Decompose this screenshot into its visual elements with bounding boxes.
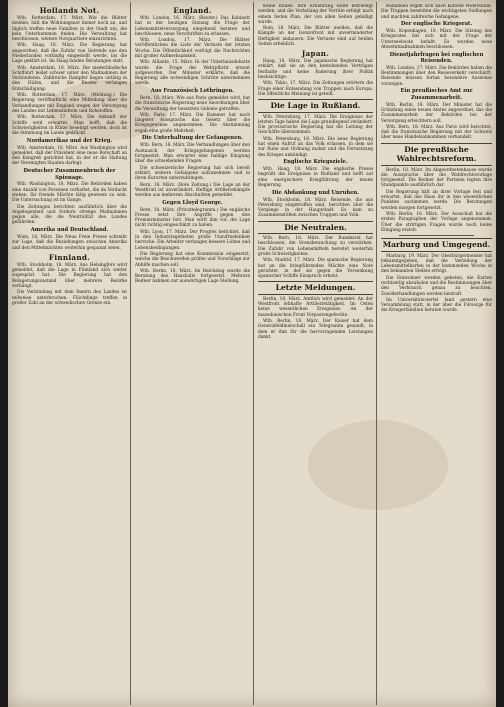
article-paragraph: Die Einwohner werden gebeten, die Karten rechtzeitig abzuholen und die Bestimmungen über den Verbrauch genau zu beachten. Zuwiderhandlungen werden bestraft. [381, 275, 492, 297]
article-paragraph: Wtb. Washington, 18. März. Die Behörden haben eine Anzahl von Personen verhaftet, die im Verdacht stehen, für fremde Mächte tätig gewesen zu sein. Die Untersuchung ist im Gange. [12, 182, 127, 204]
article-paragraph: Wtb. Berlin, 18. März. Der Minister hat die Gründung eines neuen Amtes angeordnet, das die Zusammenarbeit der Behörden bei der Versorgung erleichtern soll. [381, 102, 492, 124]
article-paragraph: Wtb. Bern, 18. März. Die Verhandlungen über den Austausch der Kriegsgefangenen werden fortgesetzt. Man erwartet eine baldige Einigung über die schwebenden Fragen. [135, 143, 250, 165]
article-paragraph: Wtb. London, 17. März. Die Blätter veröffentlichen die Liste der Verluste der letzten Woche. Die Öffentlichkeit verfolgt die Nachrichten mit großer Aufmerksamkeit. [135, 38, 250, 59]
major-heading: Letzte Meldungen. [258, 281, 373, 295]
article-paragraph: Die Regierung hält an ihrer Vorlage fest und erwartet, daß das Haus ihr in den wesentlichen Punkten zustimmen werde. Die Beratungen werden morgen fortgesetzt. [381, 189, 492, 211]
article-paragraph: Wtb. Berlin, 18. März. Im Reichstag wurde die Beratung des Haushalts fortgesetzt. Mehrere Redner nahmen zur auswärtigen Lage Stellung. [135, 268, 250, 285]
column-1 [12, 4, 127, 704]
major-heading: Die Lage in Rußland. [258, 99, 373, 113]
article-paragraph: Wtb. Amsterdam, 18. März. Aus Washington wird gemeldet, daß der Präsident eine neue Botschaft an den Kongreß gerichtet hat, in der er die Haltung der Vereinigten Staaten darlegt. [12, 145, 127, 167]
sub-heading: Aus Französisch Lothringen. [150, 88, 235, 95]
article-paragraph: Wtb. Stockholm, 18. März. Reisende, die aus Petersburg eingetroffen sind, berichten über die Vorgänge in der Hauptstadt. Es kam zu Zusammenstößen zwischen Truppen und Volk. [258, 197, 373, 219]
article-paragraph: Rom, 18. März. Die Blätter melden, daß die Kämpfe an der Isonzofront mit unverminderter Heftigkeit andauern. Die Verluste sind auf beiden Seiten erheblich. [258, 26, 373, 47]
article-paragraph: Rumänien ergibt sich nach kurzem Widerstand. Die Truppen besetzten die wichtigsten Stellungen und machten zahlreiche Gefangene. [381, 4, 492, 20]
sub-heading: Dienstjahrfragen bei englischen Reisenden. [389, 51, 484, 65]
article-paragraph: Wtb. Stockholm, 18. März. Aus Helsingfors wird gemeldet, daß die Lage in Finnland sich weiter zugespitzt hat. Die Regierung hat den Belagerungszustand über mehrere Bezirke verhängt. [12, 262, 127, 289]
article-paragraph: Die schweizerische Regierung hat sich bereit erklärt, weitere Gefangene aufzunehmen und in ihren Kurorten unterzubringen. [135, 165, 250, 182]
newspaper-page [8, 0, 496, 707]
article-paragraph: Berlin, 18. März. Amtlich wird gemeldet: An der Westfront lebhafte Artillerietätigkeit. Im Osten keine wesentlichen Ereignisse. An der mazedonischen Front Vorpostengefechte. [258, 296, 373, 318]
section-heading: England. [173, 6, 212, 15]
sub-heading: Deutscher Zusammenbruch der Spionage. [23, 168, 116, 181]
article-paragraph: Wtb. Bern, 18. März. Der Bundesrat hat beschlossen, die Grenzbewachung zu verstärken. Die Zufuhr von Lebensmitteln bereitet weiterhin große Schwierigkeiten. [258, 236, 373, 257]
article-paragraph: Wtb. Berlin, 18. März. Der Ausschuß hat die ersten Paragraphen der Vorlage angenommen. Über die strittigen Fragen wurde noch keine Einigung erzielt. [381, 212, 492, 233]
column-rule [130, 2, 131, 705]
article-paragraph: Keine Italien. Ihre Ernährung sollte befriedigt werden, und die Verteilung der Vorräte erfolgt nach einem festen Plan, der von allen Seiten gebilligt wurde. [258, 4, 373, 25]
sub-heading: Die Abdankung und Unruhen. [272, 189, 359, 196]
article-paragraph: Bern, 18. März. Wie aus Paris gemeldet wird, hat die französische Regierung neue Anordnungen über die Verwaltung der besetzten Gebiete getroffen. [135, 96, 250, 112]
article-paragraph: Wtb. Rotterdam, 17. März. Die Ankunft der Schiffe wird erwartet. Man hofft, daß die Schwierigkeiten in Kürze beseitigt werden, doch ist die Stimmung im Lande gedrückt. [12, 115, 127, 136]
sub-heading: Die Unterhaltung der Gefangenen. [142, 135, 243, 142]
article-paragraph: Bern, 18. März. (Rote Zeitung.) Die Lage an der Westfront ist unverändert. Heftige Artilleriekämpfe werden aus mehreren Abschnitten gemeldet. [135, 182, 250, 198]
section-heading: Finnland. [48, 252, 91, 262]
sub-heading: Der englische Kriegsrat. [400, 21, 473, 28]
sub-heading: Gegen Lloyd George. [162, 199, 223, 206]
article-paragraph: Wtb. Lyon, 17. März. Der Progrès berichtet, daß in den Industriegebieten große Unzufriedenheit herrsche. Die Arbeiter verlangen bessere Löhne und Lebensbedingungen. [135, 229, 250, 251]
major-heading: Die preußische Wahlrechtsreform. [381, 143, 492, 166]
article-paragraph: Wtb. London, 17. März. Die Behörden haben die Bestimmungen über den Reiseverkehr verschärft. Reisende müssen fortan besondere Ausweise vorzeigen. [381, 65, 492, 87]
article-paragraph: Bern, 18. März. (Privattelegramm.) Die englische Presse setzt ihre Angriffe gegen den Premierminister fort. Man wirft ihm vor, die Lage nicht richtig eingeschätzt zu haben. [135, 207, 250, 229]
article-paragraph: Wtb. Petersburg, 18. März. Die neue Regierung hat einen Aufruf an das Volk erlassen, in dem sie zur Ruhe und Ordnung mahnt und die Fortsetzung des Krieges ankündigt. [258, 136, 373, 158]
article-paragraph: Die Verbindung mit dem Innern des Landes ist teilweise unterbrochen. Flüchtlinge treffen in großer Zahl an der schwedischen Grenze ein. [12, 290, 127, 306]
article-paragraph: Wtb. London, 16. März. (Reuter.) Das Kabinett hat in der heutigen Sitzung die Frage der Lebensmittelversorgung eingehend beraten und beschlossen, neue Vorschriften zu erlassen. [135, 16, 250, 37]
section-heading: Japan. [301, 49, 330, 59]
column-2 [135, 4, 250, 704]
article-paragraph: Wtb. Rotterdam, 17. März. Wie die Blätter melden, hält die Wohnungsnot immer noch an, und täglich treffen neue Familien in der Stadt ein, die kein Unterkommen finden. Die Verwaltung hat beschlossen, weitere Notquartiere einzurichten. [12, 16, 127, 42]
sub-heading: Nordamerikas und der Krieg. [26, 137, 113, 144]
article-paragraph: Wtb. Alliante, 15. März. In der Unterhausdebatte wurde die Frage der Wehrpflicht erneut aufgeworfen. Der Minister erklärte, daß die Regierung alle notwendigen Schritte unternehmen werde. [135, 60, 250, 87]
article-paragraph: Wtb. Rotterdam, 17. März. (Meldung.) Die Regierung veröffentlicht eine Mitteilung über die Verhandlungen mit England wegen der Versorgung des Landes mit Lebensmitteln und Rohstoffen. [12, 93, 127, 114]
article-paragraph: Wtb. Berlin, 18. März. Der Kaiser hat dem Generalfeldmarschall ein Telegramm gesandt, in dem er ihm für die hervorragenden Leistungen dankt. [258, 319, 373, 340]
article-paragraph: Wtb. Haag, 18. März. Die englische Presse begrüßt die Ereignisse in Rußland und hofft auf eine energischere Kriegführung der neuen Regierung. [258, 167, 373, 188]
sub-heading: Englische Kriegsziele. [283, 159, 348, 166]
article-paragraph: Die Zeitungen berichten ausführlich über die Angelegenheit und fordern strenge Maßnahmen gegen alle, die die Neutralität des Landes gefährden. [12, 204, 127, 226]
column-rule [376, 2, 377, 705]
section-heading: Hollands Not. [39, 6, 100, 15]
article-paragraph: Im Universitätsviertel fand gestern eine Versammlung statt, in der über die Fürsorge für die Kriegerfamilien beraten wurde. [381, 297, 492, 314]
article-paragraph: Wtb. Bern, 18. März. Aus Paris wird berichtet, daß die französische Regierung mit der Schweiz über neue Handelsabkommen verhandelt. [381, 124, 492, 141]
major-heading: Marburg und Umgegend. [381, 238, 492, 252]
column-3 [258, 4, 373, 704]
article-paragraph: Wtb. Petersburg, 17. März. Die Ereignisse der letzten Tage haben die Lage grundlegend verändert. Die provisorische Regierung hat die Leitung der Geschäfte übernommen. [258, 114, 373, 136]
major-heading: Die Neutralen. [258, 221, 373, 235]
article-paragraph: Wtb. Madrid, 17. März. Die spanische Regierung hat an die kriegführenden Mächte eine Note gerichtet, in der sie gegen die Versenkung spanischer Schiffe Einspruch erhebt. [258, 258, 373, 280]
section-divider [399, 235, 474, 236]
article-paragraph: Wtb. Haag, 16. März. Die Regierung hat angeordnet, daß die Zufuhr von Getreide aus den Niederlanden vorläufig eingestellt werde, bis die Lage geklärt ist. Im Haag fanden Beratungen statt. [12, 43, 127, 65]
column-4 [381, 4, 492, 704]
article-paragraph: Marburg, 19. März. Der Oberbürgermeister hat bekanntgegeben, daß die Verteilung der Lebensmittelkarten in der kommenden Woche in den bekannten Stellen erfolgt. [381, 253, 492, 275]
article-paragraph: Wtb. Paris, 17. März. Die Kammer hat nach längerer Aussprache das Gesetz über die Kriegsgewinne angenommen. Die Abstimmung ergab eine große Mehrheit. [135, 112, 250, 134]
article-paragraph: Berlin, 18. März. Im Abgeordnetenhause wurde die Aussprache über die Wahlrechtsvorlage fortgesetzt. Die Redner der Parteien legten ihre Standpunkte ausführlich dar. [381, 167, 492, 189]
sub-heading: Amerika und Deutschland. [30, 227, 109, 234]
article-paragraph: Wien, 18. März. Die Neue Freie Presse schreibt zur Lage, daß die Beziehungen zwischen Amerika und den Mittelmächten weiterhin gespannt seien. [12, 235, 127, 251]
article-paragraph: Die Regierung hat eine Kommission eingesetzt, welche die Beschwerden prüfen und Vorschläge zur Abhilfe machen soll. [135, 252, 250, 268]
column-rule [253, 2, 254, 705]
sub-heading: Ein preußisches Amt zur Zusammenarbeit. [400, 88, 473, 101]
article-paragraph: Wtb. Tokio, 17. März. Die Zeitungen erörtern die Frage einer Entsendung von Truppen nach Europa. Die öffentliche Meinung ist geteilt. [258, 81, 373, 97]
article-paragraph: Wtb. Kopenhagen, 18. März. Die Sitzung des Kriegsrates hat sich mit der Frage der Unterseeboote befaßt. Es wurden neue Abwehrmaßnahmen beschlossen. [381, 29, 492, 50]
article-paragraph: Haag, 18. März. Die japanische Regierung hat erklärt, daß sie an den bestehenden Verträgen festhalte und keine Änderung ihrer Politik beabsichtige. [258, 59, 373, 80]
article-paragraph: Wtb. Amsterdam, 16. März. Die niederländische Schiffahrt leidet schwer unter den Maßnahmen der Verbündeten. Zahlreiche Dampfer liegen untätig in den Häfen, und die Reeder verlangen Entschädigung. [12, 65, 127, 92]
